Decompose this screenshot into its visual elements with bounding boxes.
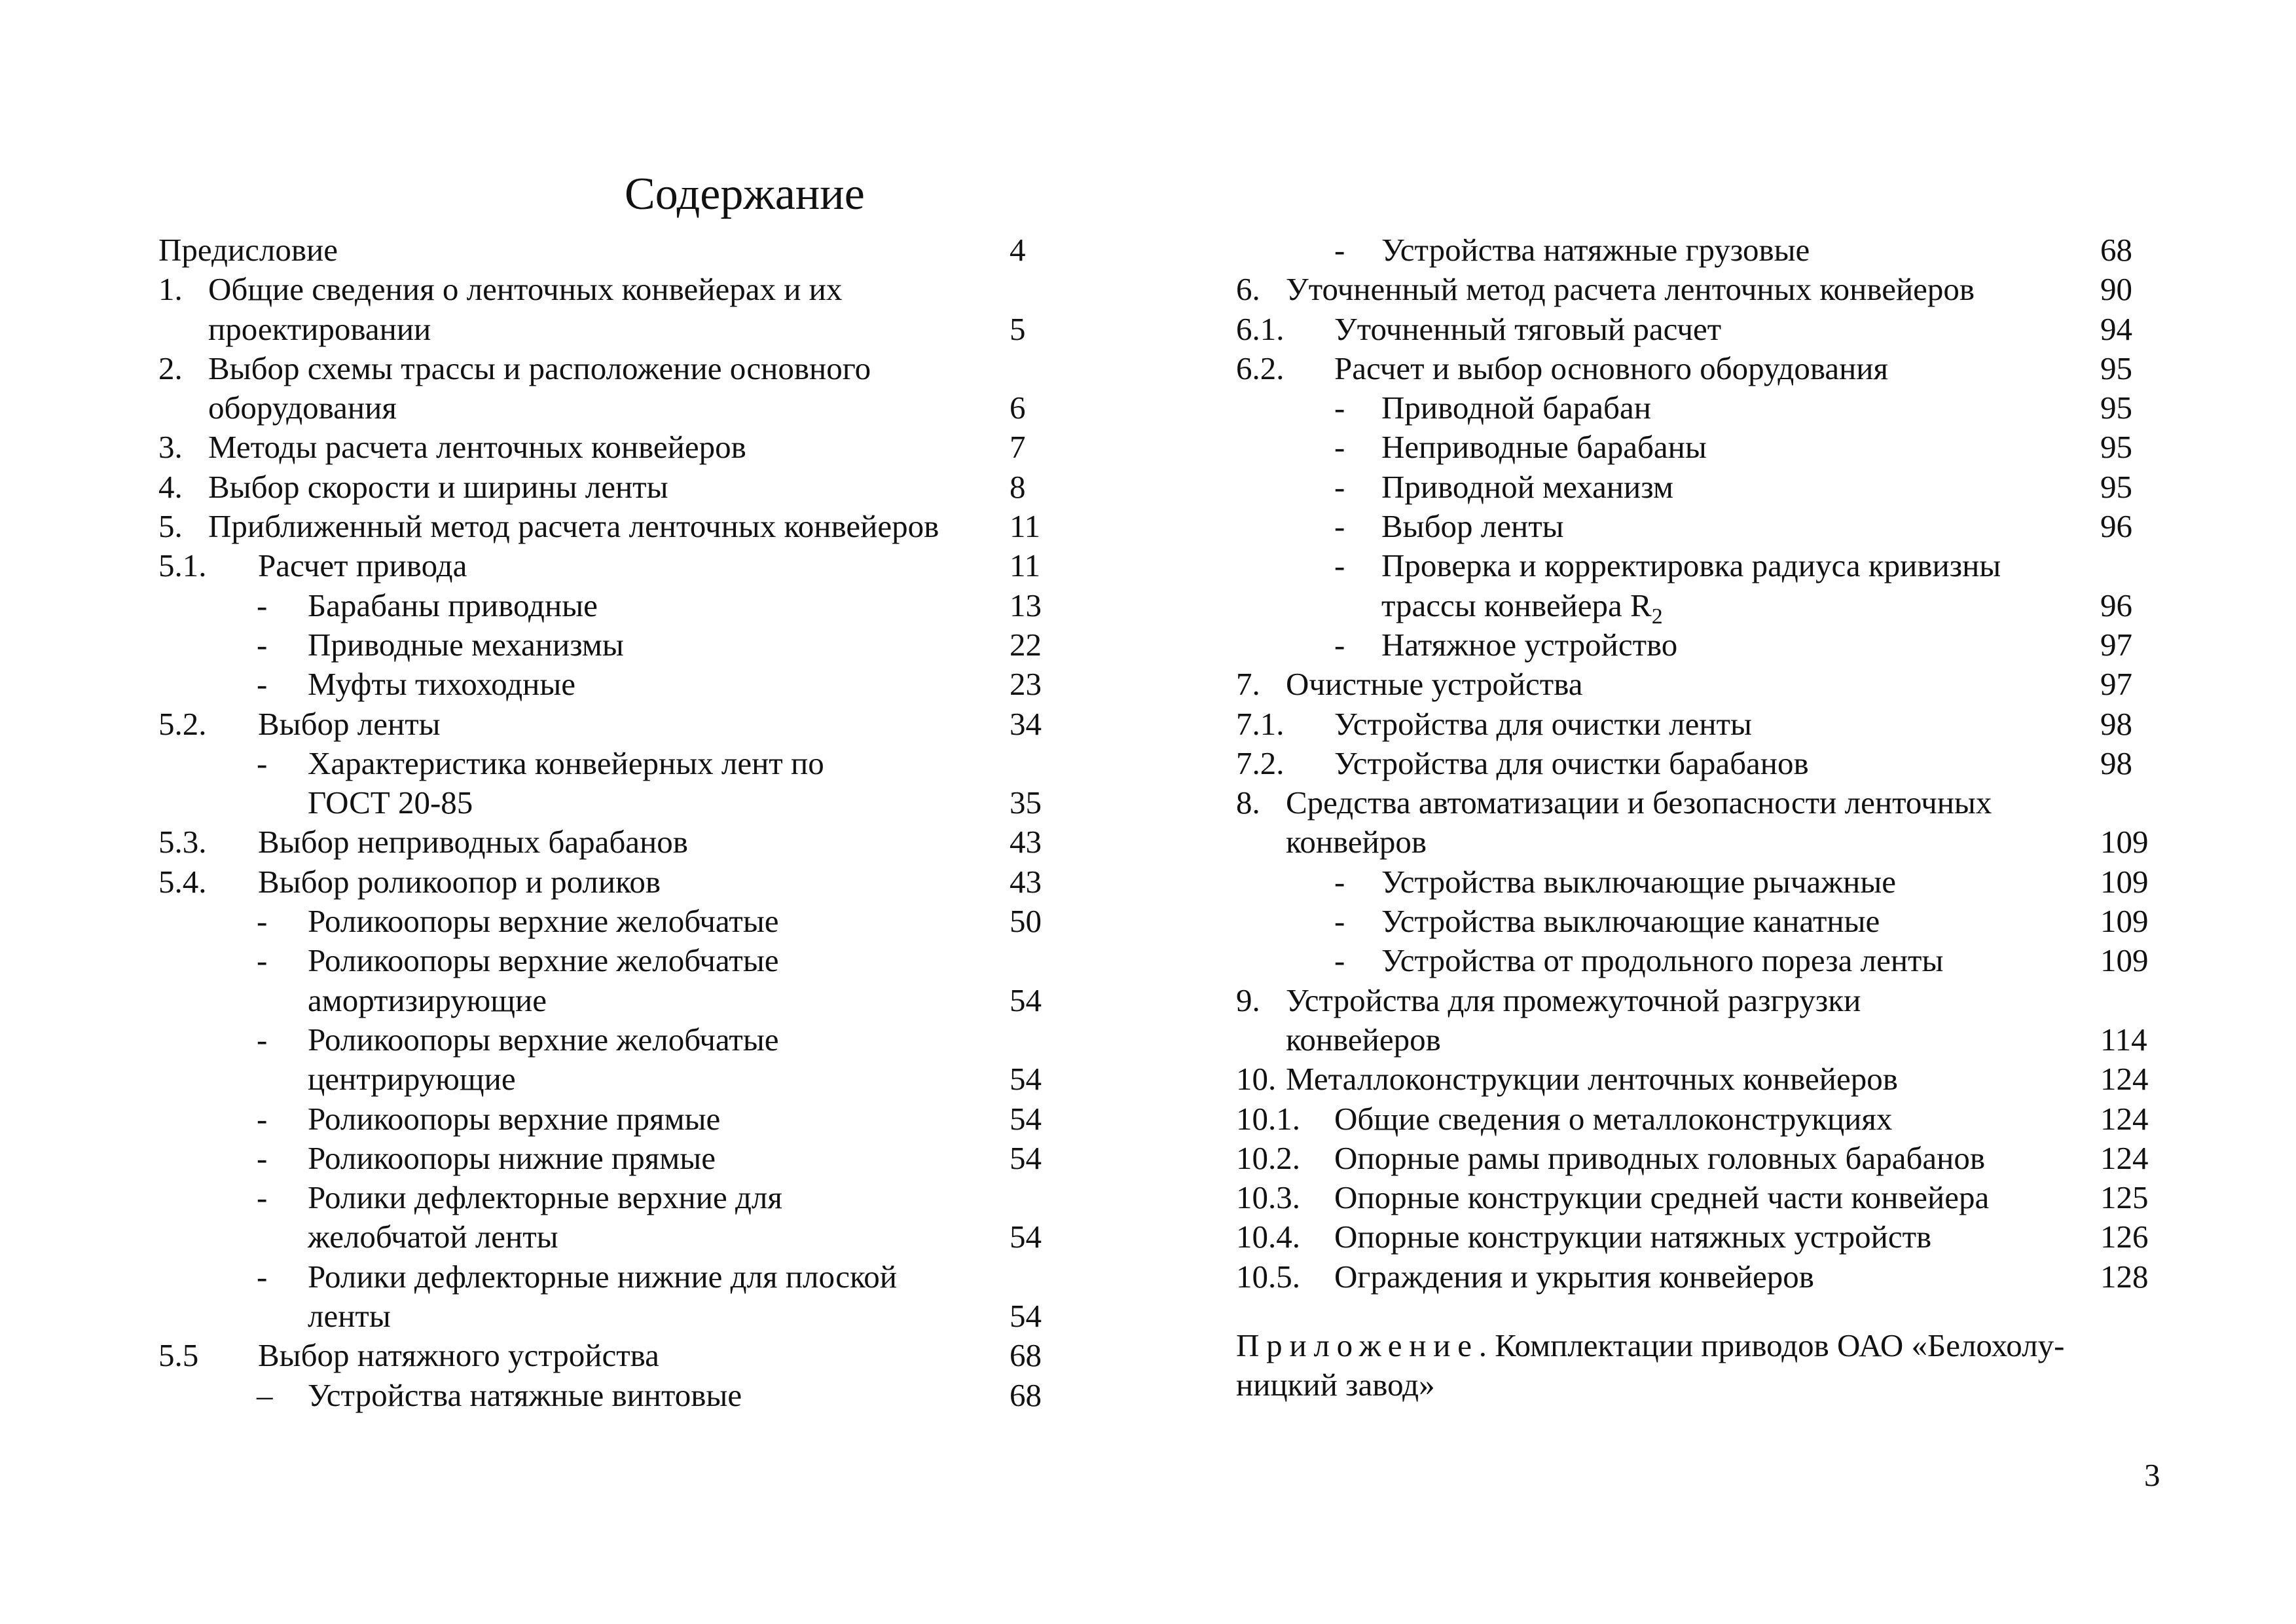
toc-entry-title	[1334, 1257, 1814, 1297]
toc-bullet-dash: -	[1334, 942, 1345, 979]
toc-page-number: 109	[2100, 942, 2149, 979]
toc-row	[1236, 1060, 2166, 1099]
toc-entry-title	[308, 586, 598, 625]
toc-row	[158, 1376, 1062, 1415]
toc-bullet-dash: -	[257, 1179, 268, 1216]
toc-section-number: 6.	[1236, 271, 1260, 308]
toc-entry-text: центрирующие	[308, 1061, 516, 1098]
toc-entry-title	[208, 468, 668, 507]
toc-bullet-dash: -	[257, 1100, 268, 1137]
toc-entry-subscript: 2	[1651, 604, 1663, 629]
toc-entry-title	[158, 231, 338, 270]
toc-row	[158, 468, 1062, 507]
toc-entry-text: Опорные конструкции средней части конвейера	[1334, 1179, 1990, 1216]
toc-row	[1236, 625, 2166, 665]
toc-entry-text: оборудования	[208, 390, 397, 426]
toc-page-number: 90	[2100, 271, 2132, 308]
toc-page-number: 94	[2100, 310, 2132, 347]
toc-row	[1236, 270, 2166, 309]
toc-row	[158, 270, 1062, 309]
appendix-text: . Комплектации приводов ОАО «Белохолу-	[1478, 1327, 2065, 1363]
toc-section-number: 10.4.	[1236, 1219, 1300, 1255]
appendix-note	[1236, 1326, 2166, 1405]
toc-entry-title	[308, 1297, 391, 1336]
toc-row	[158, 665, 1062, 704]
toc-entry-text: Устройства выключающие канатные	[1381, 903, 1880, 940]
toc-bullet-dash: -	[257, 626, 268, 663]
toc-entry-text: Выбор схемы трассы и расположение основного	[208, 350, 871, 386]
toc-entry-text: Уточненный тяговый расчет	[1334, 310, 1722, 347]
toc-section-number: 5.3.	[158, 824, 207, 860]
toc-entry-title	[1286, 665, 1582, 704]
toc-entry-text: проектировании	[208, 310, 431, 347]
toc-page-number: 124	[2100, 1100, 2149, 1137]
toc-row	[158, 1099, 1062, 1139]
toc-row	[158, 507, 1062, 546]
toc-row	[1236, 1020, 2166, 1060]
toc-row	[158, 1257, 1062, 1297]
toc-entry-title	[308, 783, 473, 822]
toc-row	[158, 388, 1062, 428]
toc-row	[158, 1178, 1062, 1217]
toc-page-number: 98	[2100, 705, 2132, 742]
toc-entry-text: Методы расчета ленточных конвейеров	[208, 429, 746, 466]
toc-bullet-dash: -	[1334, 390, 1345, 426]
toc-page-number: 128	[2100, 1258, 2149, 1295]
toc-entry-text: Роликоопоры верхние желобчатые	[308, 1021, 779, 1058]
toc-row	[1236, 902, 2166, 941]
toc-page-number: 126	[2100, 1219, 2149, 1255]
toc-row	[158, 1139, 1062, 1178]
toc-bullet-dash: -	[1334, 547, 1345, 584]
toc-entry-text: Устройства от продольного пореза ленты	[1381, 942, 1944, 979]
toc-section-number: 6.1.	[1236, 310, 1285, 347]
toc-entry-text: ГОСТ 20-85	[308, 784, 473, 821]
toc-row	[1236, 822, 2166, 862]
toc-section-number: 10.	[1236, 1061, 1277, 1098]
toc-bullet-dash: -	[1334, 429, 1345, 466]
toc-entry-title	[1381, 546, 2001, 585]
toc-entry-text: Роликоопоры нижние прямые	[308, 1139, 716, 1176]
toc-section-number: 7.1.	[1236, 705, 1285, 742]
toc-row	[1236, 546, 2166, 585]
toc-row	[1236, 468, 2166, 507]
toc-bullet-dash: -	[1334, 626, 1345, 663]
toc-entry-text: конвейеров	[1286, 1021, 1441, 1058]
toc-row	[158, 1297, 1062, 1336]
toc-entry-title	[1334, 1178, 1989, 1217]
toc-entry-title	[1286, 822, 1427, 862]
toc-page-number: 98	[2100, 745, 2132, 781]
toc-entry-text: желобчатой ленты	[308, 1219, 558, 1255]
toc-entry-text: Металлоконструкции ленточных конвейеров	[1286, 1061, 1898, 1098]
toc-entry-title	[258, 822, 688, 862]
toc-page-number: 109	[2100, 824, 2149, 860]
toc-page-number: 8	[1010, 468, 1026, 505]
toc-page-number: 22	[1010, 626, 1042, 663]
toc-row	[158, 1060, 1062, 1099]
toc-row	[158, 1217, 1062, 1257]
toc-page-number: 54	[1010, 1139, 1042, 1176]
toc-bullet-dash: -	[1334, 232, 1345, 268]
toc-page-number: 125	[2100, 1179, 2149, 1216]
toc-section-number: 3.	[158, 429, 183, 466]
toc-entry-text: Муфты тихоходные	[308, 666, 576, 703]
toc-entry-text: амортизирующие	[308, 982, 547, 1018]
toc-entry-text: Устройства для промежуточной разгрузки	[1286, 982, 1861, 1018]
toc-row	[1236, 1217, 2166, 1257]
toc-row	[158, 783, 1062, 822]
toc-entry-title	[308, 941, 779, 980]
toc-row	[1236, 428, 2166, 467]
toc-entry-title	[308, 1060, 516, 1099]
toc-entry-text: Ограждения и укрытия конвейеров	[1334, 1258, 1814, 1295]
toc-entry-text: Общие сведения о металлоконструкциях	[1334, 1100, 1893, 1137]
toc-row	[158, 625, 1062, 665]
toc-row	[1236, 981, 2166, 1020]
toc-entry-text: Очистные устройства	[1286, 666, 1583, 703]
toc-row	[1236, 862, 2166, 902]
toc-entry-text: Выбор неприводных барабанов	[258, 824, 688, 860]
toc-page-number: 54	[1010, 982, 1042, 1018]
toc-row	[1236, 1099, 2166, 1139]
toc-row	[158, 586, 1062, 625]
toc-section-number: 5.1.	[158, 547, 207, 584]
toc-row	[1236, 665, 2166, 704]
toc-entry-text: Роликоопоры верхние прямые	[308, 1100, 721, 1137]
toc-page-number: 35	[1010, 784, 1042, 821]
toc-row	[1236, 705, 2166, 744]
toc-entry-text: Опорные конструкции натяжных устройств	[1334, 1219, 1932, 1255]
toc-page-number: 95	[2100, 468, 2132, 505]
toc-page-number: 109	[2100, 863, 2149, 900]
toc-entry-text: Устройства натяжные грузовые	[1381, 232, 1810, 268]
toc-section-number: 7.2.	[1236, 745, 1285, 781]
toc-entry-title	[1334, 744, 1809, 783]
toc-entry-text: Уточненный метод расчета ленточных конвейеров	[1286, 271, 1975, 308]
toc-entry-title	[208, 310, 431, 349]
toc-entry-text: Устройства для очистки ленты	[1334, 705, 1752, 742]
toc-page-number: 13	[1010, 587, 1042, 623]
toc-entry-title	[1381, 468, 1673, 507]
toc-page-number: 124	[2100, 1139, 2149, 1176]
toc-page-number: 4	[1010, 232, 1026, 268]
toc-row	[1236, 783, 2166, 822]
toc-row	[158, 349, 1062, 388]
toc-row	[1236, 744, 2166, 783]
toc-entry-title	[308, 625, 624, 665]
toc-entry-text: Приводной механизм	[1381, 468, 1673, 505]
toc-bullet-dash: -	[1334, 863, 1345, 900]
toc-page-number: 50	[1010, 903, 1042, 940]
toc-section-number: 8.	[1236, 784, 1260, 821]
toc-entry-text: Ролики дефлекторные нижние для плоской	[308, 1258, 898, 1295]
toc-entry-text: Роликоопоры верхние желобчатые	[308, 903, 779, 940]
toc-row	[158, 981, 1062, 1020]
toc-entry-text: конвейров	[1286, 824, 1427, 860]
toc-entry-title	[308, 665, 575, 704]
toc-entry-title	[308, 744, 824, 783]
toc-entry-title	[1381, 507, 1564, 546]
toc-section-number: 6.2.	[1236, 350, 1285, 386]
toc-entry-title	[308, 1257, 897, 1297]
toc-row	[158, 428, 1062, 467]
toc-entry-text: Расчет привода	[258, 547, 467, 584]
toc-page-number: 96	[2100, 508, 2132, 545]
toc-page-number: 11	[1010, 547, 1041, 584]
toc-row	[1236, 310, 2166, 349]
toc-entry-text: Приводные механизмы	[308, 626, 624, 663]
toc-section-number: 1.	[158, 271, 183, 308]
toc-entry-text: Натяжное устройство	[1381, 626, 1678, 663]
toc-entry-text: Неприводные барабаны	[1381, 429, 1707, 466]
toc-row	[158, 310, 1062, 349]
toc-entry-title	[308, 1376, 742, 1415]
toc-entry-title	[1334, 705, 1752, 744]
toc-row	[158, 1020, 1062, 1060]
toc-bullet-dash: –	[257, 1376, 273, 1413]
toc-entry-title	[1334, 1099, 1892, 1139]
toc-entry-text: Выбор ленты	[1381, 508, 1564, 545]
toc-row	[158, 862, 1062, 902]
toc-row	[158, 941, 1062, 980]
toc-page-number: 54	[1010, 1219, 1042, 1255]
toc-row	[1236, 388, 2166, 428]
toc-section-number: 9.	[1236, 982, 1260, 1018]
toc-section-number: 5.5	[158, 1337, 199, 1374]
toc-entry-text: Устройства натяжные винтовые	[308, 1376, 742, 1413]
toc-page-number: 54	[1010, 1298, 1042, 1335]
toc-page-number: 97	[2100, 666, 2132, 703]
toc-page-number: 114	[2100, 1021, 2147, 1058]
toc-entry-text: ленты	[308, 1298, 391, 1335]
toc-entry-text: Выбор скорости и ширины ленты	[208, 468, 668, 505]
toc-title: Содержание	[625, 169, 865, 219]
toc-row	[1236, 349, 2166, 388]
toc-entry-title	[208, 270, 842, 309]
toc-page-number: 34	[1010, 705, 1042, 742]
toc-entry-title	[1381, 862, 1896, 902]
toc-page-number: 97	[2100, 626, 2132, 663]
toc-entry-title	[308, 1020, 779, 1060]
toc-entry-text: Приближенный метод расчета ленточных конвейеров	[208, 508, 939, 545]
toc-bullet-dash: -	[1334, 468, 1345, 505]
toc-entry-title	[208, 507, 939, 546]
toc-entry-title	[1286, 1060, 1898, 1099]
toc-page-number: 95	[2100, 390, 2132, 426]
toc-entry-title	[1381, 428, 1707, 467]
toc-bullet-dash: -	[257, 1139, 268, 1176]
toc-entry-title	[258, 862, 661, 902]
toc-bullet-dash: -	[257, 666, 268, 703]
toc-column-right	[1236, 231, 2166, 1297]
toc-section-number: 2.	[158, 350, 183, 386]
toc-section-number: 5.4.	[158, 863, 207, 900]
toc-entry-title	[208, 428, 746, 467]
toc-page-number: 68	[1010, 1337, 1042, 1374]
toc-entry-title	[1334, 1139, 1985, 1178]
toc-section-number: 10.1.	[1236, 1100, 1300, 1137]
toc-entry-text: Расчет и выбор основного оборудования	[1334, 350, 1889, 386]
toc-bullet-dash: -	[257, 942, 268, 979]
toc-page-number: 95	[2100, 429, 2132, 466]
toc-row	[158, 744, 1062, 783]
toc-entry-text: Выбор натяжного устройства	[258, 1337, 659, 1374]
toc-entry-title	[1286, 981, 1861, 1020]
toc-bullet-dash: -	[257, 1258, 268, 1295]
toc-row	[158, 902, 1062, 941]
toc-page-number: 68	[1010, 1376, 1042, 1413]
toc-bullet-dash: -	[1334, 903, 1345, 940]
toc-section-number: 5.2.	[158, 705, 207, 742]
toc-entry-text: Приводной барабан	[1381, 390, 1651, 426]
toc-entry-text: Устройства выключающие рычажные	[1381, 863, 1897, 900]
toc-entry-title	[208, 388, 397, 428]
toc-entry-text: Роликоопоры верхние желобчатые	[308, 942, 779, 979]
toc-page-number: 54	[1010, 1061, 1042, 1098]
toc-page-number: 68	[2100, 232, 2132, 268]
toc-entry-text: Выбор ленты	[258, 705, 441, 742]
toc-row	[1236, 1178, 2166, 1217]
toc-entry-text: Средства автоматизации и безопасности ленточных	[1286, 784, 1992, 821]
toc-entry-title	[1286, 783, 1992, 822]
toc-entry-title	[1381, 902, 1880, 941]
toc-entry-text: трассы конвейера R	[1381, 587, 1652, 623]
toc-entry-title	[308, 1139, 716, 1178]
toc-entry-title	[1381, 231, 1810, 270]
toc-entry-title	[258, 1336, 659, 1375]
toc-entry-title	[308, 981, 547, 1020]
toc-entry-title	[1334, 1217, 1931, 1257]
toc-section-number: 7.	[1236, 666, 1260, 703]
toc-row	[1236, 231, 2166, 270]
toc-row	[158, 822, 1062, 862]
toc-page-number: 124	[2100, 1061, 2149, 1098]
toc-section-number: 10.2.	[1236, 1139, 1300, 1176]
toc-entry-text: Общие сведения о ленточных конвейерах и их	[208, 271, 843, 308]
toc-section-number: 10.5.	[1236, 1258, 1300, 1295]
toc-entry-text: Устройства для очистки барабанов	[1334, 745, 1809, 781]
toc-row	[1236, 507, 2166, 546]
toc-row	[158, 1336, 1062, 1375]
toc-row	[158, 231, 1062, 270]
toc-page-number: 6	[1010, 390, 1026, 426]
toc-section-number: 5.	[158, 508, 183, 545]
toc-entry-title	[308, 1178, 782, 1217]
toc-page-number: 7	[1010, 429, 1026, 466]
toc-page-number: 11	[1010, 508, 1041, 545]
toc-page-number: 95	[2100, 350, 2132, 386]
toc-entry-text: Ролики дефлекторные верхние для	[308, 1179, 782, 1216]
toc-row	[1236, 1257, 2166, 1297]
toc-page-number: 109	[2100, 903, 2149, 940]
toc-entry-text: Опорные рамы приводных головных барабанов	[1334, 1139, 1986, 1176]
toc-entry-text: Предисловие	[158, 232, 338, 268]
toc-entry-title	[308, 1217, 558, 1257]
toc-row	[1236, 941, 2166, 980]
toc-section-number: 10.3.	[1236, 1179, 1300, 1216]
toc-entry-text: Выбор роликоопор и роликов	[258, 863, 661, 900]
toc-section-number: 4.	[158, 468, 183, 505]
page-number: 3	[2144, 1457, 2160, 1493]
toc-bullet-dash: -	[1334, 508, 1345, 545]
toc-entry-title	[1334, 349, 1888, 388]
toc-page-number: 43	[1010, 863, 1042, 900]
toc-entry-title	[308, 902, 779, 941]
toc-entry-title	[1334, 310, 1721, 349]
toc-row	[158, 546, 1062, 585]
toc-entry-text: Характеристика конвейерных лент по	[308, 745, 824, 781]
toc-page-number: 5	[1010, 310, 1026, 347]
toc-entry-title	[1381, 941, 1943, 980]
toc-bullet-dash: -	[257, 745, 268, 781]
toc-entry-title	[1286, 1020, 1441, 1060]
toc-entry-text: Барабаны приводные	[308, 587, 598, 623]
toc-entry-title	[1381, 625, 1677, 665]
toc-column-left	[158, 231, 1062, 1415]
toc-page-number: 23	[1010, 666, 1042, 703]
toc-page-number: 43	[1010, 824, 1042, 860]
toc-page-number: 96	[2100, 587, 2132, 623]
toc-row	[158, 705, 1062, 744]
toc-entry-title	[1286, 270, 1975, 309]
toc-entry-title	[258, 705, 441, 744]
appendix-text-2: ницкий завод»	[1236, 1367, 1435, 1403]
toc-bullet-dash: -	[257, 903, 268, 940]
toc-bullet-dash: -	[257, 587, 268, 623]
toc-page-number: 54	[1010, 1100, 1042, 1137]
appendix-lead: Приложение	[1236, 1327, 1479, 1363]
toc-entry-title	[1381, 388, 1651, 428]
toc-entry-title	[308, 1099, 720, 1139]
toc-row	[1236, 1139, 2166, 1178]
toc-row	[1236, 586, 2166, 629]
toc-entry-title	[208, 349, 871, 388]
toc-bullet-dash: -	[257, 1021, 268, 1058]
toc-entry-text: Проверка и корректировка радиуса кривизны	[1381, 547, 2001, 584]
toc-entry-title	[258, 546, 467, 585]
